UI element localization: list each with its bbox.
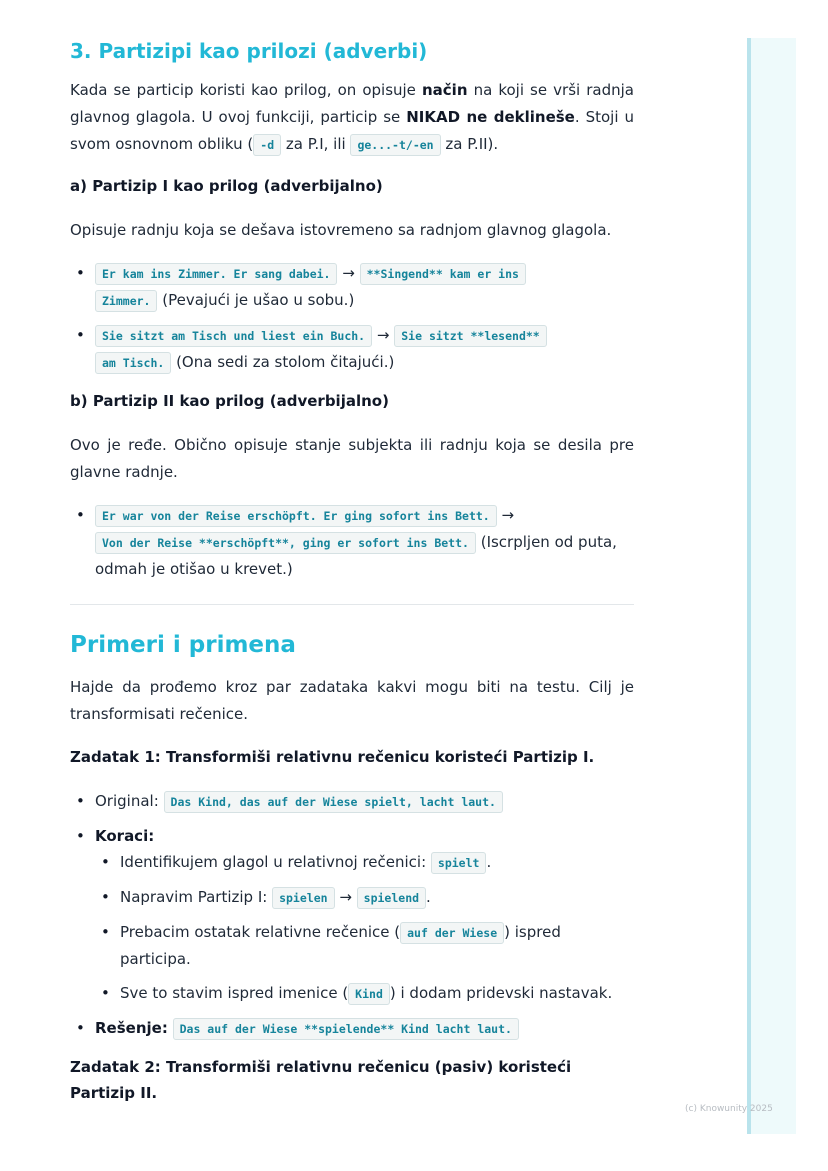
code-snippet: Das auf der Wiese **spielende** Kind lacht laut. [173,1018,519,1040]
label: Rešenje: [95,1019,168,1037]
translation: (Iscrpljen od puta, odmah je otišao u krevet.) [95,533,617,578]
text: . Stoji u svom osnovnom obliku ( [70,108,634,153]
translation: (Ona sedi za stolom čitajući.) [171,353,395,371]
code-snippet: spielend [357,887,426,909]
code-snippet: spielen [272,887,334,909]
subsection-desc-a: Opisuje radnju koja se dešava istovremeno sa radnjom glavnog glagola. [70,221,612,239]
list-item [95,322,634,376]
arrow-icon: → [376,326,390,344]
task1-list [70,788,634,1042]
code-snippet: -d [253,134,281,156]
bold-text: način [421,81,468,99]
example-list-a [70,260,634,376]
text: Identifikujem glagol u relativnoj rečenici: [120,853,431,871]
code-snippet: Er kam ins Zimmer. Er sang dabei. [95,263,337,285]
list-item [95,788,634,815]
code-snippet: Zimmer. [95,290,157,312]
side-panel [747,38,796,1134]
example-list-b [70,502,634,582]
step-item [120,849,634,876]
text: na koji se vrši radnja glavnog glagola. U ovoj funkciji, particip se [70,81,634,126]
code-snippet: ge...-t/-en [350,134,440,156]
code-snippet: spielt [431,852,487,874]
text: ) ispred participa. [120,923,561,968]
section-title: Primeri i primena [70,632,296,658]
divider [70,604,634,605]
code-snippet: Kind [348,983,390,1005]
arrow-icon: → [342,264,355,282]
code-snippet: Sie sitzt **lesend** [394,325,546,347]
list-item [95,1015,634,1042]
code-snippet: Das Kind, das auf der Wiese spielt, lacht laut. [164,791,503,813]
list-item [95,502,634,582]
arrow-icon: → [334,888,357,906]
text: Prebacim ostatak relativne rečenice ( [120,923,401,941]
text: ) i dodam pridevski nastavak. [389,984,613,1002]
section-intro: Hajde da prođemo kroz par zadataka kakvi mogu biti na testu. Cilj je transformisati rečenice. [70,678,634,723]
steps-list [95,849,634,1007]
bold-text: NIKAD ne deklineše [406,108,575,126]
list-item [95,260,634,314]
task-heading: Zadatak 2: Transformiši relativnu rečenicu (pasiv) koristeći Partizip II. [70,1058,572,1102]
task-heading: Zadatak 1: Transformiši relativnu rečenicu koristeći Partizip I. [70,748,595,766]
label: Original: [95,792,164,810]
arrow-icon: → [501,506,515,524]
translation: (Pevajući je ušao u sobu.) [157,291,355,309]
watermark: (c) Knowunity 2025 [685,1104,773,1114]
text: za P.II). [440,135,499,153]
code-snippet: am Tisch. [95,352,171,374]
step-item [120,919,634,972]
subsection-desc-b: Ovo je ređe. Obično opisuje stanje subjekta ili radnju koja se desila pre glavne radnje. [70,436,634,481]
label: Koraci: [95,827,155,845]
text: . [426,888,431,906]
section-intro [70,77,634,159]
subsection-heading-b: b) Partizip II kao prilog (adverbijalno) [70,392,389,410]
code-snippet: auf der Wiese [400,922,504,944]
section-title: 3. Partizipi kao prilozi (adverbi) [70,39,428,63]
text: Napravim Partizip I: [120,888,273,906]
code-snippet: Sie sitzt am Tisch und liest ein Buch. [95,325,372,347]
text: Sve to stavim ispred imenice ( [120,984,349,1002]
document-content [70,36,634,1106]
text: . [486,853,492,871]
step-item [120,980,634,1007]
list-item [95,823,634,1007]
code-snippet: Von der Reise **erschöpft**, ging er sofort ins Bett. [95,532,476,554]
code-snippet: Er war von der Reise erschöpft. Er ging sofort ins Bett. [95,505,497,527]
code-snippet: **Singend** kam er ins [360,263,526,285]
subsection-heading-a: a) Partizip I kao prilog (adverbijalno) [70,177,383,195]
step-item [120,884,634,911]
text: za P.I, ili [281,135,351,153]
text: Kada se particip koristi kao prilog, on opisuje [70,81,422,99]
